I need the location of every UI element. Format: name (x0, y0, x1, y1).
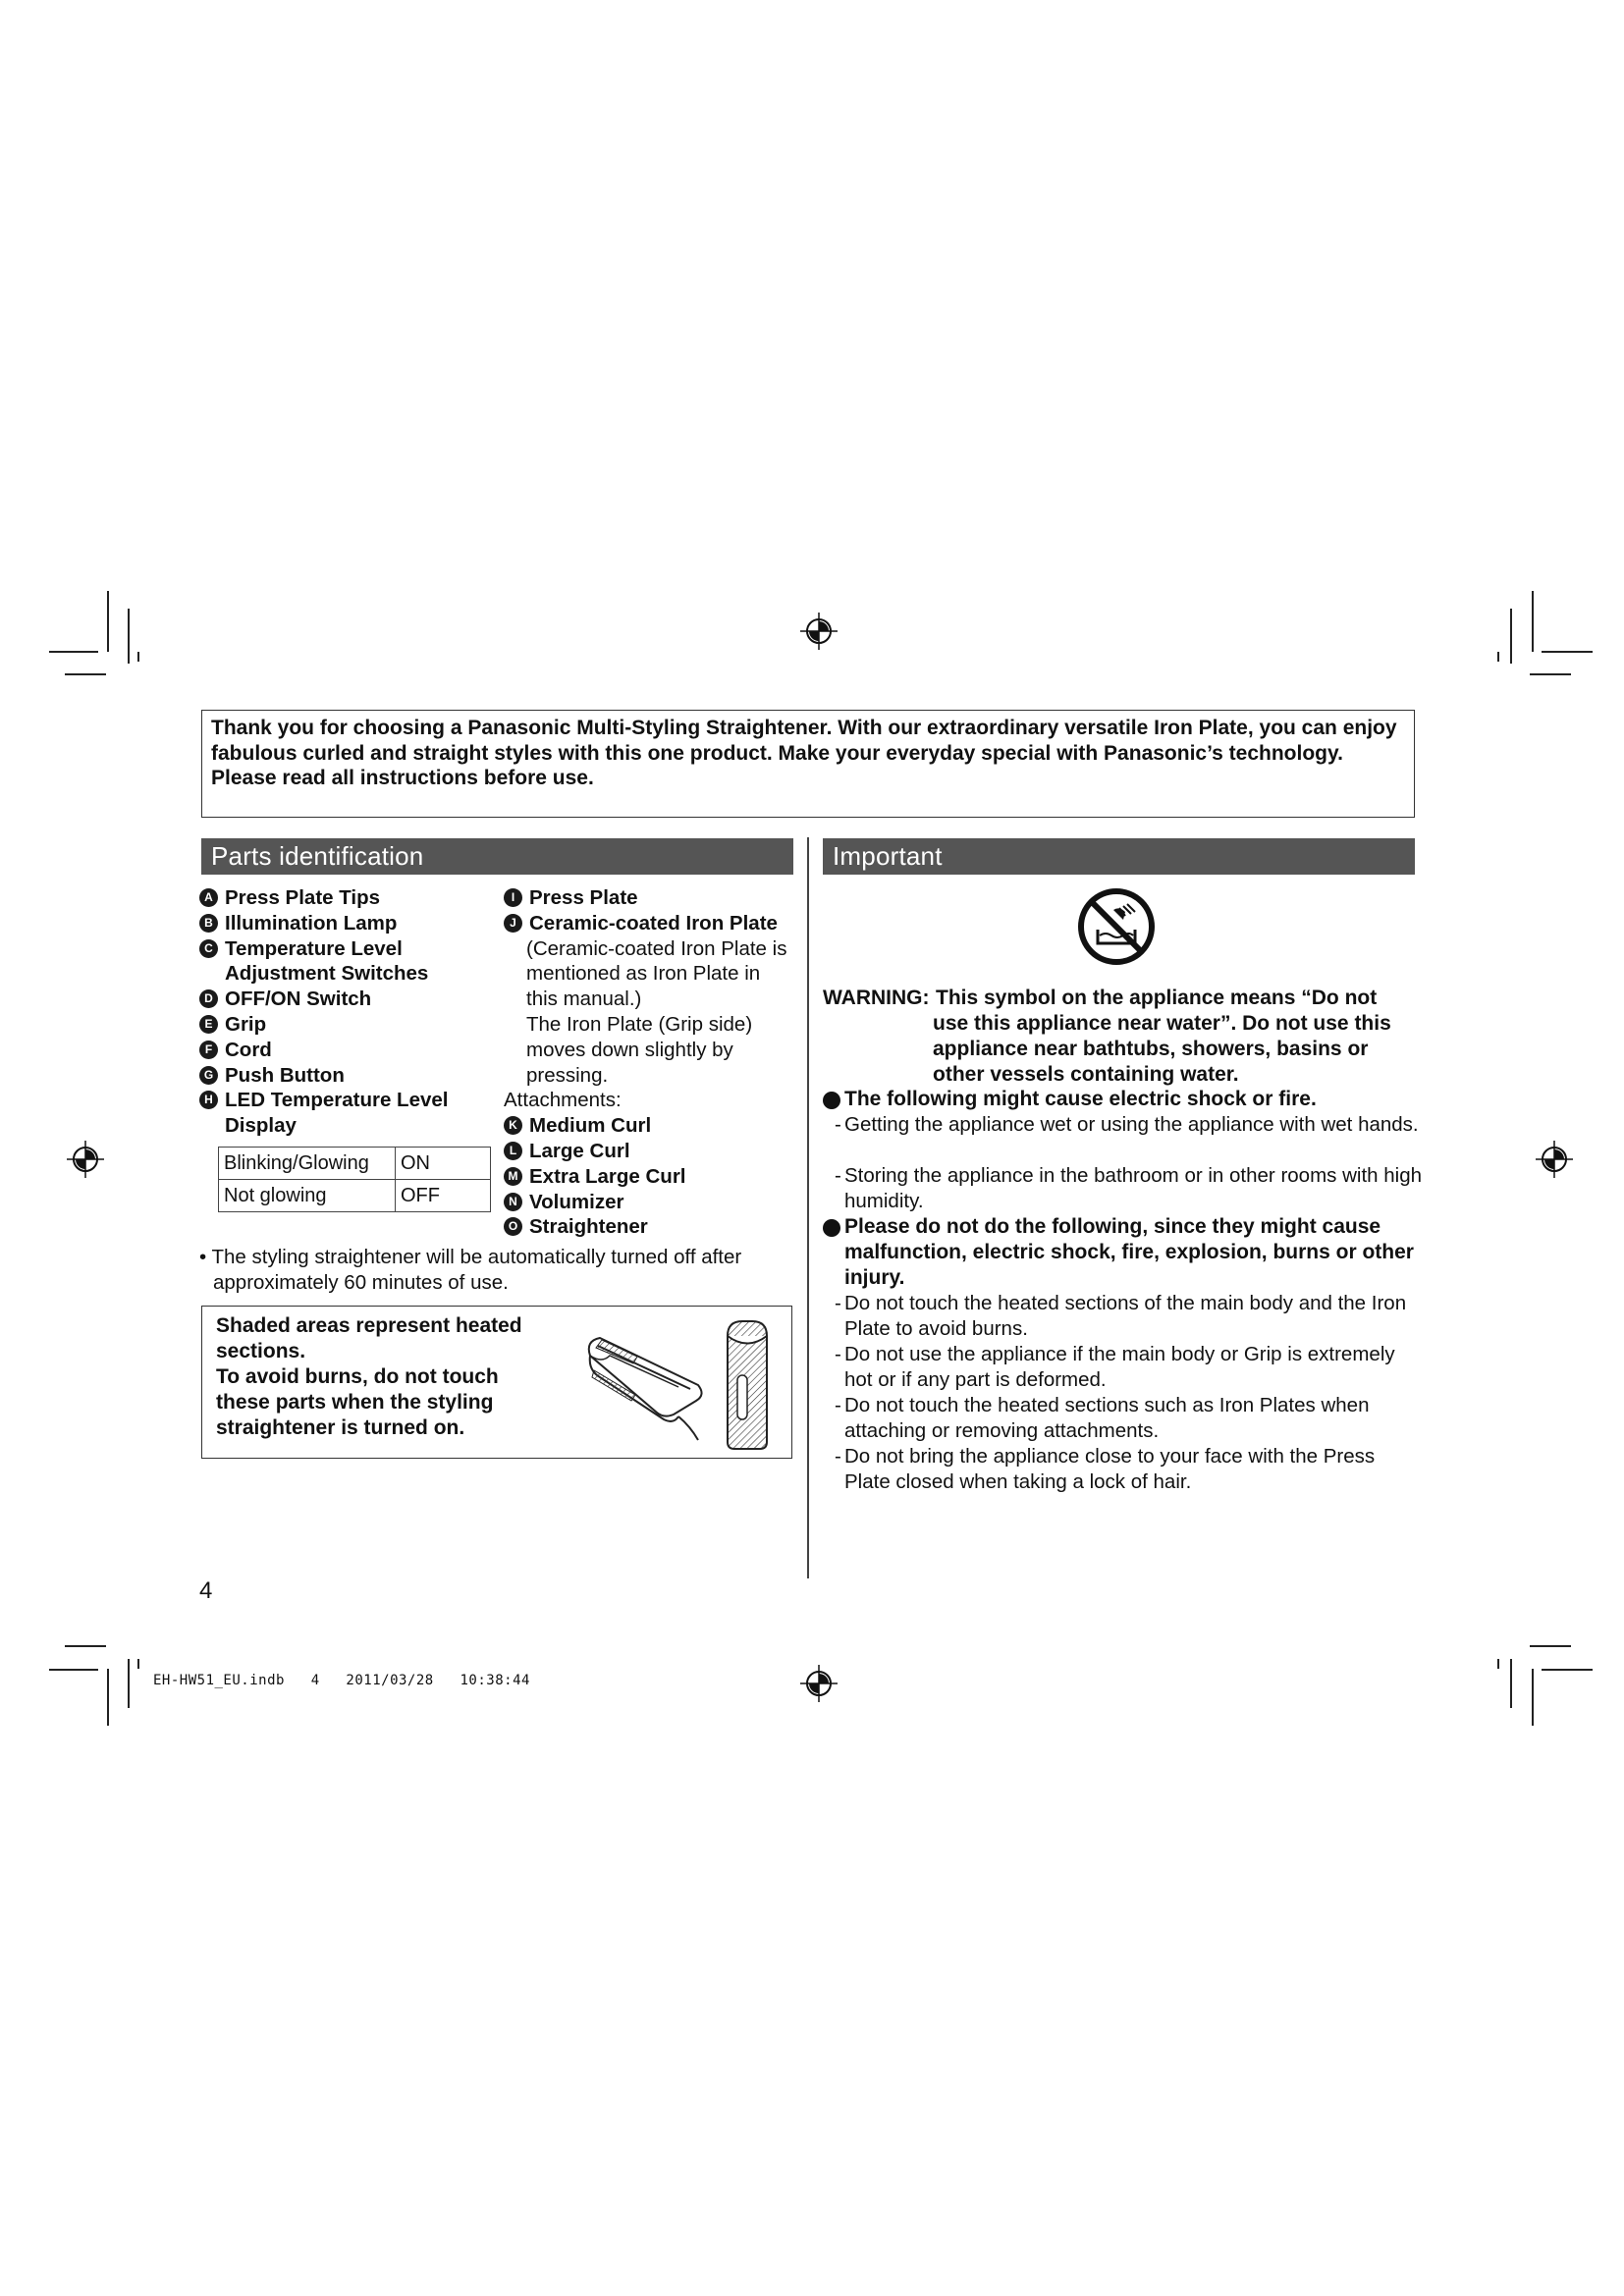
intro-text: Thank you for choosing a Panasonic Multi-Styling Straightener. With our extraordinary versatile Iron Plate, you can enjoy fabulous curled and straight styles with this one product. Make your everyday special with Panasonic’s technology. (211, 717, 1397, 765)
list-item-text: Do not touch the heated sections of the main body and the Iron Plate to avoid burns. (844, 1292, 1407, 1340)
list-item: - Storing the appliance in the bathroom or in other rooms with high humidity. (835, 1164, 1423, 1212)
letter-badge: B (199, 914, 218, 933)
part-item (199, 1063, 494, 1089)
crop-mark (49, 651, 98, 653)
list-item: - Getting the appliance wet or using the appliance with wet hands. (835, 1112, 1424, 1138)
warning-block (823, 986, 1422, 1088)
part-item (199, 1038, 494, 1063)
crop-mark (1530, 673, 1571, 675)
bullet-do-not (823, 1214, 1427, 1291)
crop-mark (49, 1669, 98, 1671)
bullet-text: The following might cause electric shock or fire. (844, 1088, 1317, 1110)
print-slug: EH-HW51_EU.indb 4 2011/03/28 10:38:44 (153, 1673, 530, 1688)
heated-sections-warning: To avoid burns, do not touch these parts when the styling straightener is turned on. (216, 1365, 499, 1439)
list-item: - Do not bring the appliance close to your face with the Press Plate closed when taking a lock of hair. (835, 1444, 1424, 1495)
parts-identification-heading: Parts identification (201, 838, 793, 875)
crop-mark (107, 591, 109, 652)
letter-badge: F (199, 1041, 218, 1059)
letter-badge: E (199, 1015, 218, 1034)
letter-badge: K (504, 1116, 522, 1135)
attachment-item (504, 1164, 808, 1190)
list-item-text: Storing the appliance in the bathroom or in other rooms with high humidity. (844, 1164, 1423, 1212)
led-state-cell: Not glowing (219, 1180, 396, 1212)
letter-badge: D (199, 989, 218, 1008)
crop-mark (1497, 1659, 1499, 1669)
part-label: Grip (225, 1012, 267, 1036)
crop-mark (137, 652, 139, 662)
attachment-item (504, 1139, 808, 1164)
list-item: - Do not touch the heated sections such as Iron Plates when attaching or removing attachments. (835, 1393, 1424, 1444)
part-item (199, 1088, 500, 1139)
heated-sections-text (216, 1313, 550, 1441)
crop-mark (65, 1645, 106, 1647)
led-status-table (218, 1147, 491, 1212)
letter-badge: O (504, 1217, 522, 1236)
attachment-item (504, 1214, 808, 1240)
heated-sections-box (201, 1306, 792, 1459)
led-value-cell: OFF (396, 1180, 491, 1212)
list-item-text: Getting the appliance wet or using the appliance with wet hands. (844, 1113, 1419, 1136)
part-item (199, 911, 494, 936)
iron-plate-note: (Ceramic-coated Iron Plate is mentioned as Iron Plate in this manual.) (526, 936, 787, 1011)
crop-mark (1532, 1669, 1534, 1726)
intro-instruction: Please read all instructions before use. (211, 767, 594, 789)
crop-mark (1530, 1645, 1571, 1647)
part-label: Push Button (225, 1063, 345, 1087)
crop-mark (1542, 1669, 1593, 1671)
letter-badge: A (199, 888, 218, 907)
attachment-label: Large Curl (529, 1139, 630, 1162)
crop-mark (1497, 652, 1499, 662)
part-label: Cord (225, 1038, 272, 1061)
letter-badge: J (504, 914, 522, 933)
crop-mark (1510, 609, 1512, 664)
part-label: Ceramic-coated Iron Plate (529, 911, 778, 934)
attachments-label: Attachments: (504, 1089, 622, 1112)
heated-sections-caption: Shaded areas represent heated sections. (216, 1314, 522, 1362)
letter-badge: H (199, 1091, 218, 1109)
led-state-cell: Blinking/Glowing (219, 1148, 396, 1180)
letter-badge: L (504, 1142, 522, 1160)
led-value-cell: ON (396, 1148, 491, 1180)
attachment-label: Straightener (529, 1215, 648, 1239)
table-row (219, 1180, 491, 1212)
part-label: Press Plate (529, 886, 638, 909)
letter-badge: N (504, 1193, 522, 1211)
crop-mark (1532, 591, 1534, 652)
registration-mark-icon (800, 613, 838, 650)
part-label: Temperature Level Adjustment Switches (225, 936, 429, 986)
parts-list-right (504, 885, 808, 1240)
crop-mark (107, 1669, 109, 1726)
warning-rest: use this appliance near water”. Do not use this appliance near bathtubs, showers, basins or other vessels containing water. (933, 1012, 1391, 1086)
attachment-label: Volumizer (529, 1190, 624, 1213)
parts-list-left (199, 885, 494, 1139)
page-number: 4 (199, 1577, 213, 1604)
part-item (199, 936, 451, 988)
part-label: Illumination Lamp (225, 911, 398, 934)
crop-mark (1510, 1659, 1512, 1708)
straightener-illustration-icon (580, 1316, 786, 1454)
part-item (199, 1012, 494, 1038)
letter-badge: G (199, 1066, 218, 1085)
letter-badge: M (504, 1167, 522, 1186)
warning-first-line: This symbol on the appliance means “Do not (936, 987, 1378, 1009)
part-label: OFF/ON Switch (225, 988, 372, 1011)
bullet-dot (823, 1219, 840, 1237)
crop-mark (1542, 651, 1593, 653)
crop-mark (65, 673, 106, 675)
part-label: LED Temperature Level Display (225, 1089, 449, 1138)
attachment-item (504, 1113, 808, 1139)
registration-mark-icon (67, 1141, 104, 1178)
warning-label: WARNING: (823, 987, 930, 1009)
crop-mark (137, 1659, 139, 1669)
list-item-text: Do not touch the heated sections such as Iron Plates when attaching or removing attachments. (844, 1394, 1370, 1442)
list-item: - Do not use the appliance if the main body or Grip is extremely hot or if any part is deformed. (835, 1342, 1424, 1393)
registration-mark-icon (800, 1665, 838, 1702)
important-heading: Important (823, 838, 1415, 875)
list-item: - Do not touch the heated sections of the main body and the Iron Plate to avoid burns. (835, 1291, 1424, 1342)
no-water-icon (1076, 886, 1157, 967)
list-item-text: Do not use the appliance if the main body or Grip is extremely hot or if any part is deformed. (844, 1343, 1395, 1391)
attachment-label: Medium Curl (529, 1114, 652, 1138)
part-label: Press Plate Tips (225, 886, 381, 909)
registration-mark-icon (1536, 1141, 1573, 1178)
crop-mark (128, 609, 130, 664)
list-item-text: Do not bring the appliance close to your face with the Press Plate closed when taking a lock of hair. (844, 1445, 1376, 1493)
attachment-label: Extra Large Curl (529, 1164, 686, 1188)
table-row (219, 1148, 491, 1180)
part-item (199, 885, 494, 911)
letter-badge: I (504, 888, 522, 907)
attachment-item (504, 1190, 808, 1215)
bullet-shock-fire (823, 1087, 1427, 1112)
bullet-text: Please do not do the following, since they might cause malfunction, electric shock, fire, explosion, burns or other injury. (844, 1215, 1414, 1289)
iron-plate-movement-note: The Iron Plate (Grip side) moves down slightly by pressing. (526, 1012, 753, 1087)
auto-off-note: • The styling straightener will be automatically turned off after approximately 60 minutes of use. (199, 1246, 742, 1294)
bullet-dot (823, 1092, 840, 1109)
crop-mark (128, 1659, 130, 1708)
intro-box (201, 710, 1415, 818)
part-item (199, 987, 494, 1012)
letter-badge: C (199, 939, 218, 958)
part-item (504, 885, 808, 936)
